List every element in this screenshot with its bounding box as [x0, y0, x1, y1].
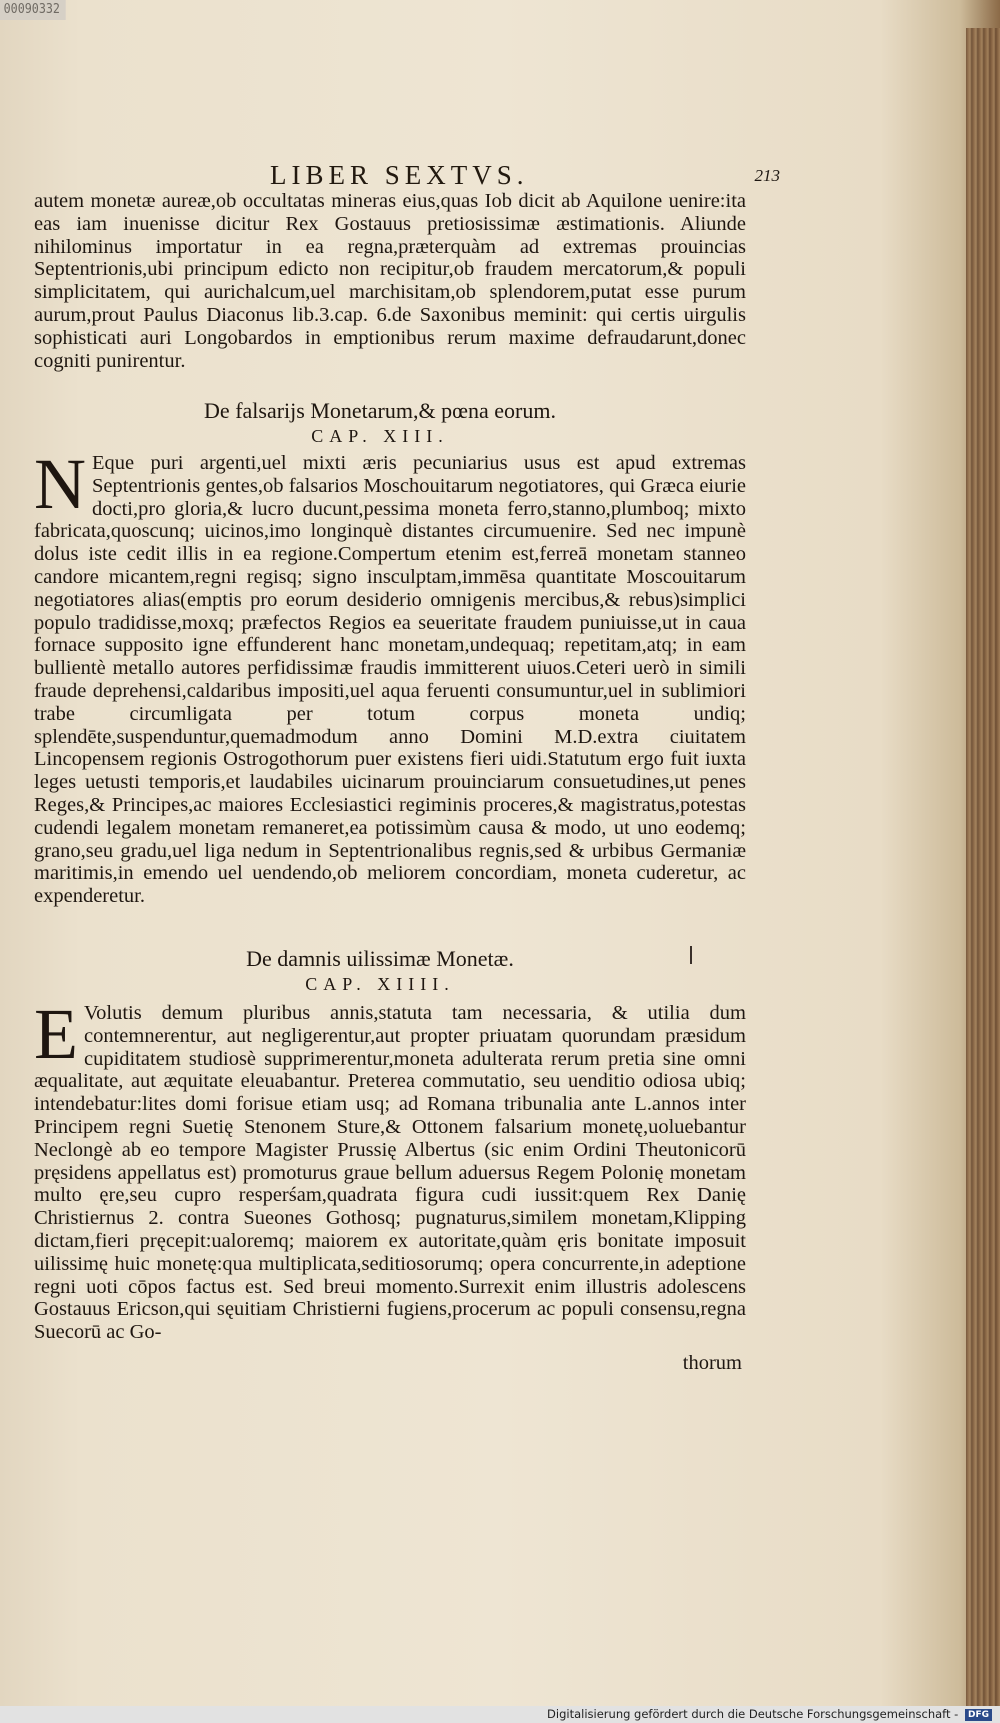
funding-credit: Digitalisierung gefördert durch die Deutsche Forschungsgemeinschaft - [547, 1707, 959, 1721]
chapter-13-body [34, 444, 746, 908]
chapter-13-title: De falsarijs Monetarum,& pœna eorum. [204, 398, 556, 423]
paragraph-text: autem monetæ aureæ,ob occultatas mineras eius,quas Iob dicit ab Aquilone uenire:ita eas iam inuenisse dicitur Rex Gostauus pretiosissimæ æstimationis. Aliunde nihilominus importatur in ea regna,præterquàm ad extremas prouincias Septentrionis,ubi principum edicto non recipitur,ob fraudem mercatorum,& populi simplicitatem, qui aurichalcum,uel marchisitam,ob splendorem,putat esse purum aurum,prout Paulus Diaconus lib.3.cap. 6.de Saxonibus meminit: qui certis uirgulis sophisticati auri Longobardos in emptionibus rerum maxime defraudarunt,donec cogniti punirentur. [34, 190, 746, 372]
page-edge [966, 28, 1000, 1718]
drop-cap-initial: N [34, 444, 86, 524]
chapter-14-number: CAP. XIIII. [305, 974, 455, 994]
folio-number: 213 [754, 166, 780, 185]
chapter-14-title: De damnis uilissimæ Monetæ. [246, 946, 514, 971]
paragraph-continuation [34, 190, 746, 372]
chapter-14-body [34, 994, 746, 1344]
chapter-13-number: CAP. XIII. [311, 426, 449, 446]
paragraph-text: Volutis demum pluribus annis,statuta tam necessaria, & utilia dum contemnerentur, aut negligerentur,aut propter priuatam quorundam præsidum cupiditatem studiosè supprimerentur,moneta adulterata rerum pretia sine omni æqualitate, aut æquitate eleuabantur. Preterea commutatio, seu uenditio odiosa ubiq; intendebatur:lites domi forisue etiam usq; ad Romana tribunalia ante L.annos inter Principem regni Suetię Stenonem Sture,& Ottonem falsarium monetę,uoluebantur Neclongè ab eo tempore Magister Prussię Albertus (sic enim Ordini Theutonicorū pręsidens appellatus est) promoturus graue bellum aduersus Regem Polonię monetam multo ęre,seu cupro resperśam,quadrata figura cudi iussit:quem Rex Danię Christiernus 2. contra Sueones Gothosq; pugnaturus,similem monetam,Klipping dictam,fieri pręcepit:ualoremq; maiorem ex autoritate,quàm ęris bonitate imposuit uilissimę huic monetę:qua multiplicata,seditiosorumq; opera concurrente,in adeptione regni uoti cōpos factus est. Sed breui momento.Surrexit enim illustris adolescens Gostauus Ericson,qui sęuitiam Christierni fugiens,procerum ac populi consensu,regna Suecorū ac Go- [34, 1002, 746, 1344]
drop-cap-initial: E [34, 994, 78, 1074]
digitization-footer [0, 1706, 1000, 1723]
page-header [40, 160, 780, 190]
dfg-logo-icon: DFG [965, 1709, 992, 1721]
scan-id: 00090332 [0, 0, 65, 20]
paragraph-text: Eque puri argenti,uel mixti æris pecuniarius usus est apud extremas Septentrionis gentes,ob falsarios Moschouitarum negotiatores, qui Græca eiurie docti,pro gloria,& lucro ducunt,pessima moneta ferro,stanno,plumboq; mixto fabricata,quoscunq; uicinos,imo longinquè distantes circumuenire. Sed nec impunè dolus iste cedit illis in ea regione.Compertum etenim est,ferreā monetam stanneo candore micantem,regni regisq; signo insculptam,immēsa quantitate Moscouitarum negotiatores alias(emptis pro eorum desiderio omnigenis mercibus,& rebus)simplici populo tradidisse,moxq; præfectos Regios ea seueritate fraudem puniuisse,ut in caua fornace supposito igne effunderent hanc monetam,undequaq; repetitam,atq; in eam bullientè metallo autores perfidissimæ fraudis immitterent uiuos.Ceteri uerò in simili fraude deprehensi,caldaribus impositi,uel aqua feruenti consumuntur,uel in sublimiori trabe circumligata per totum corpus moneta undiq; splendēte,suspenduntur,quemadmodum anno Domini M.D.extra ciuitatem Lincopensem regionis Ostrogothorum puer existens fieri uidi.Statutum ergo fuit iuxta leges uetusti temporis,et laudabiles uicinarum prouinciarum consuetudines,ut penes Reges,& Principes,ac maiores Ecclesiastici regiminis proceres,& magistratus,potestas cudendi legalem monetam remaneret,ea potissimùm causa & modo, ut uno eodemq; grano,seu gradu,uel liga nedum in Septentrionalibus regnis,sed & urbibus Germaniæ maritimis,in emendo uel uendendo,ob meliorem concordiam, moneta cuderetur, ac expenderetur. [34, 452, 746, 908]
running-head: LIBER SEXTVS. [270, 160, 529, 190]
catchword: thorum [682, 1352, 742, 1374]
